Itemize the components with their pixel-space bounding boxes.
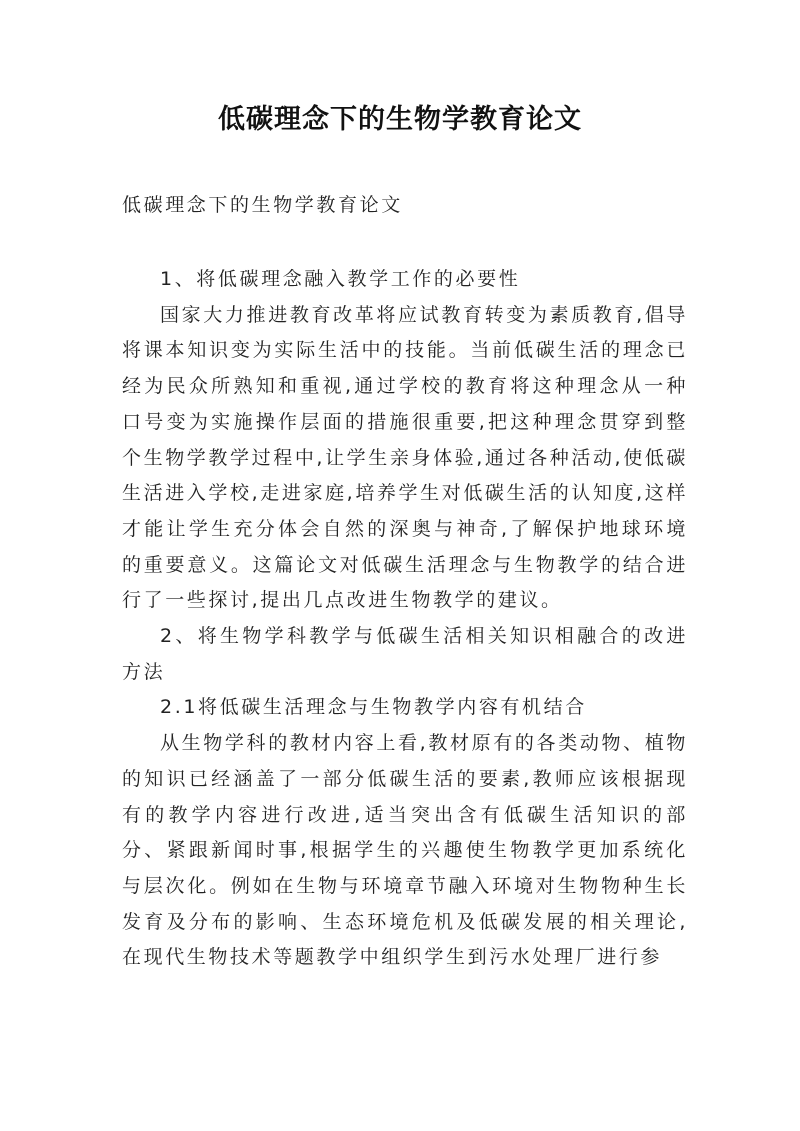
document-body [122,262,688,976]
document-title: 低碳理念下的生物学教育论文 [218,104,582,135]
section-heading-2: 2、将生物学科教学与低碳生活相关知识相融合的改进方法 [122,625,688,683]
body-paragraph-1: 国家大力推进教育改革将应试教育转变为素质教育,倡导将课本知识变为实际生活中的技能。当前低碳生活的理念已经为民众所熟知和重视,通过学校的教育将这种理念从一种口号变为实施操作层面的措施很重要,把这种理念贯穿到整个生物学教学过程中,让学生亲身体验,通过各种活动,使低碳生活进入学校,走进家庭,培养学生对低碳生活的认知度,这样才能让学生充分体会自然的深奥与神奇,了解保护地球环境的重要意义。这篇论文对低碳生活理念与生物教学的结合进行了一些探讨,提出几点改进生物教学的建议。 [122,303,688,612]
subsection-heading-2-1: 2.1将低碳生活理念与生物教学内容有机结合 [160,696,587,719]
body-paragraph-2: 从生物学科的教材内容上看,教材原有的各类动物、植物的知识已经涵盖了一部分低碳生活的要素,教师应该根据现有的教学内容进行改进,适当突出含有低碳生活知识的部分、紧跟新闻时事,根据学生的兴趣使生物教学更加系统化与层次化。例如在生物与环境章节融入环境对生物物种生长发育及分布的影响、生态环境危机及低碳发展的相关理论,在现代生物技术等题教学中组织学生到污水处理厂进行参 [122,732,688,969]
section-heading-1: 1、将低碳理念融入教学工作的必要性 [160,268,521,290]
document-subtitle: 低碳理念下的生物学教育论文 [122,194,403,216]
